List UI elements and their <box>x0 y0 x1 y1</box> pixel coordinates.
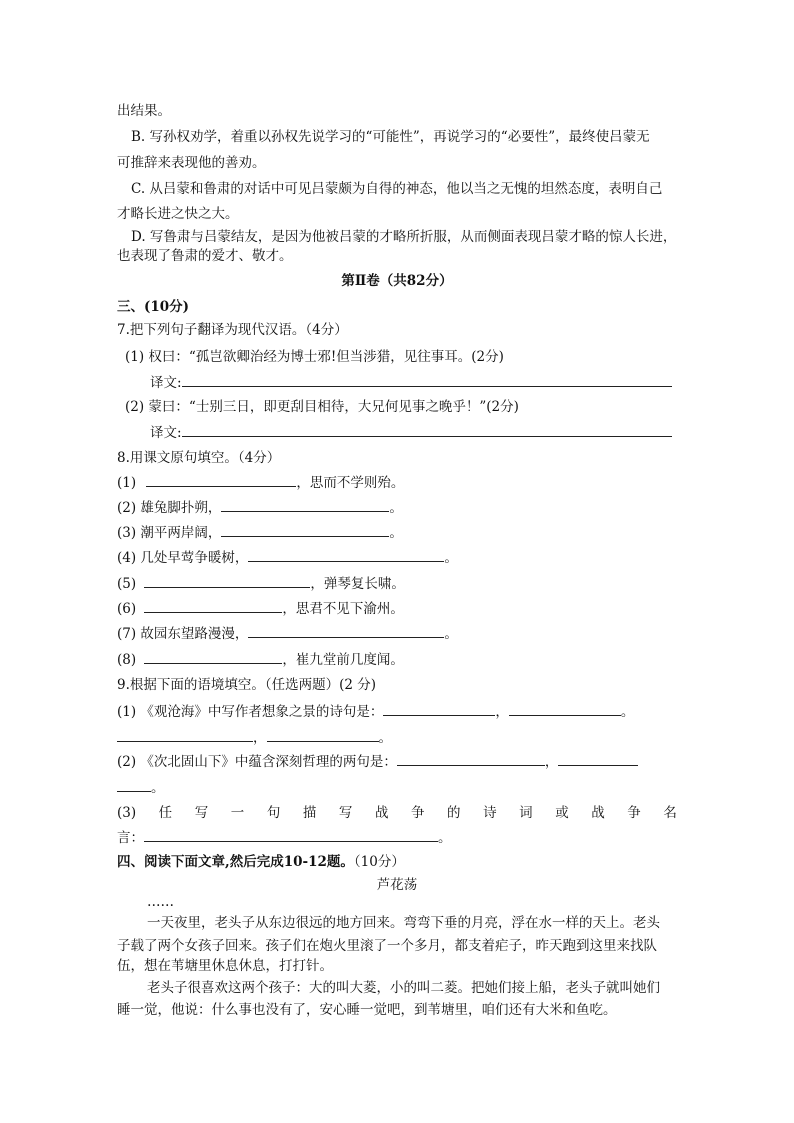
q9-s3-char: 或 <box>555 805 569 821</box>
q8-blank[interactable] <box>248 549 444 562</box>
q9-s1 <box>117 703 634 721</box>
q9-s3-char: 任 <box>158 805 173 821</box>
option-c-line1: C. 从吕蒙和鲁肃的对话中可见吕蒙颇为自得的神态，他以当之无愧的坦然态度，表明自己 <box>131 181 663 197</box>
q8-item-4 <box>117 549 458 567</box>
q7-answer1-blank[interactable] <box>182 374 672 387</box>
q9-period: 。 <box>151 780 165 796</box>
q9-s3-tail: 言： <box>117 830 144 846</box>
q9-s3-char: 描 <box>302 805 317 821</box>
q9-blank[interactable] <box>117 729 253 742</box>
q8-item-7 <box>117 625 458 643</box>
story-p1-line1: 一天夜里，老头子从东边很远的地方回来。弯弯下垂的月亮，浮在水一样的天上。老头 <box>147 915 660 931</box>
q9-s3-char: 句 <box>266 805 281 821</box>
q8-item-text: 。 <box>444 550 458 566</box>
story-p2-line1: 老头子很喜欢这两个孩子：大的叫大菱，小的叫二菱。把她们接上船，老头子就叫她们 <box>147 980 660 996</box>
q9-s2 <box>117 753 638 771</box>
q9-period: 。 <box>438 830 452 846</box>
q8-item-text: ，崔九堂前几度闻。 <box>282 652 404 668</box>
story-p1-line3: 伍，想在苇塘里休息休息，打打针。 <box>117 958 333 974</box>
q9-blank[interactable] <box>117 779 151 792</box>
q8-blank[interactable] <box>248 625 444 638</box>
q8-item-8 <box>117 651 404 669</box>
q9-s3-char: 写 <box>194 805 209 821</box>
q8-item-prefix: (4) 几处早莺争暖树， <box>117 550 249 566</box>
q8-item-text: ，思而不学则殆。 <box>296 475 405 491</box>
q9-period: 。 <box>378 730 392 746</box>
option-b-line1: B. 写孙权劝学，着重以孙权先说学习的“可能性”，再说学习的“必要性”，最终使吕蒙无 <box>131 129 650 145</box>
q8-item-text: 。 <box>389 500 403 516</box>
section3-heading: 三、(10分) <box>117 299 190 315</box>
q8-item-text: ，弹琴复长啸。 <box>310 576 405 592</box>
q8-blank[interactable] <box>144 575 310 588</box>
story-ellipsis: …… <box>147 894 174 910</box>
q8-blank[interactable] <box>144 651 282 664</box>
q8-item-2 <box>117 499 403 517</box>
option-c-line2: 才略长进之快之大。 <box>117 206 239 222</box>
q9-blank[interactable] <box>558 753 638 766</box>
q7-sentence2: (2) 蒙曰：“士别三日，即更刮目相待，大兄何见事之晚乎！”(2分) <box>125 399 519 415</box>
q9-blank[interactable] <box>144 829 438 842</box>
q9-comma: ， <box>544 754 559 770</box>
q9-s3-char: 一 <box>230 805 245 821</box>
q9-blank[interactable] <box>509 703 621 716</box>
q9-s3-char: 战 <box>591 805 605 821</box>
q9-s2-cont <box>117 779 165 797</box>
q8-item-text: 。 <box>444 626 458 642</box>
q8-title: 8.用课文原句填空。（4分） <box>117 450 281 466</box>
q8-item-prefix: (3) 潮平两岸阔， <box>117 525 222 541</box>
q9-s3-cont <box>117 829 452 847</box>
q8-item-prefix: (5) <box>117 576 137 592</box>
q9-title: 9.根据下面的语境填空。（任选两题）(2 分) <box>117 677 377 693</box>
q8-blank[interactable] <box>221 524 389 537</box>
q9-blank[interactable] <box>383 703 495 716</box>
option-a-end: 出结果。 <box>117 103 171 119</box>
q8-item-1 <box>117 474 404 492</box>
q9-s3-char: 战 <box>374 805 389 821</box>
q8-item-prefix: (1) <box>117 475 137 491</box>
q8-blank[interactable] <box>146 474 296 487</box>
q8-blank[interactable] <box>144 600 282 613</box>
q8-item-prefix: (6) <box>117 601 137 617</box>
q9-s3-char: 诗 <box>483 805 497 821</box>
story-title: 芦花荡 <box>376 877 418 893</box>
q8-blank[interactable] <box>221 499 389 512</box>
q9-s3-char: 的 <box>447 805 461 821</box>
q9-s3-char: (3) <box>117 805 137 821</box>
q9-period: 。 <box>620 704 635 720</box>
q9-s1-text: (1) 《观沧海》中写作者想象之景的诗句是： <box>117 704 384 720</box>
q9-s3-char: 词 <box>519 805 533 821</box>
q7-answer2-blank[interactable] <box>182 424 672 437</box>
story-p2-line2: 睡一觉，他说：什么事也没有了，安心睡一觉吧，到苇塘里，咱们还有大米和鱼吃。 <box>117 1002 617 1018</box>
section4-points: （10分） <box>353 854 405 870</box>
q9-s3 <box>117 804 677 822</box>
option-b-line2: 可推辞来表现他的善劝。 <box>117 155 266 171</box>
q8-item-5 <box>117 575 405 593</box>
section4-heading-text: 四、阅读下面文章,然后完成10-12题。 <box>117 854 354 870</box>
part2-title: 第Ⅱ卷（共82分） <box>341 273 453 289</box>
q9-s3-char: 争 <box>627 805 641 821</box>
q9-blank[interactable] <box>267 729 379 742</box>
q9-comma: ， <box>253 730 267 746</box>
q8-item-6 <box>117 600 404 618</box>
q9-s1-cont <box>117 729 392 747</box>
q7-title: 7.把下列句子翻译为现代汉语。（4分） <box>117 322 348 338</box>
q9-s3-char: 争 <box>411 805 425 821</box>
section4-heading <box>117 853 405 871</box>
option-d-line2: 也表现了鲁肃的爱才、敬才。 <box>117 248 293 264</box>
q9-blank[interactable] <box>397 753 545 766</box>
q8-item-prefix: (7) 故园东望路漫漫， <box>117 626 249 642</box>
q9-s3-char: 写 <box>338 805 353 821</box>
q8-item-text: 。 <box>389 525 403 541</box>
q7-answer1-label: 译文: <box>150 375 182 391</box>
option-d-line1: D. 写鲁肃与吕蒙结友，是因为他被吕蒙的才略所折服，从而侧面表现吕蒙才略的惊人长进， <box>131 229 677 245</box>
q8-item-prefix: (2) 雄兔脚扑朔， <box>117 500 222 516</box>
q7-answer1 <box>150 374 672 392</box>
q9-s3-char: 名 <box>663 805 677 821</box>
q8-item-3 <box>117 524 403 542</box>
story-p1-line2: 子载了两个女孩子回来。孩子们在炮火里滚了一个多月，都支着疟子，昨天跑到这里来找队 <box>117 938 657 954</box>
q7-answer2 <box>150 424 672 442</box>
q8-item-text: ，思君不见下渝州。 <box>282 601 404 617</box>
q7-answer2-label: 译文: <box>150 425 182 441</box>
q9-s2-text: (2) 《次北固山下》中蕴含深刻哲理的两句是： <box>117 754 397 770</box>
q7-sentence1: (1) 权曰：“孤岂欲卿治经为博士邪!但当涉猎，见往事耳。(2分) <box>125 349 504 365</box>
q9-comma: ， <box>495 704 509 720</box>
q8-item-prefix: (8) <box>117 652 137 668</box>
